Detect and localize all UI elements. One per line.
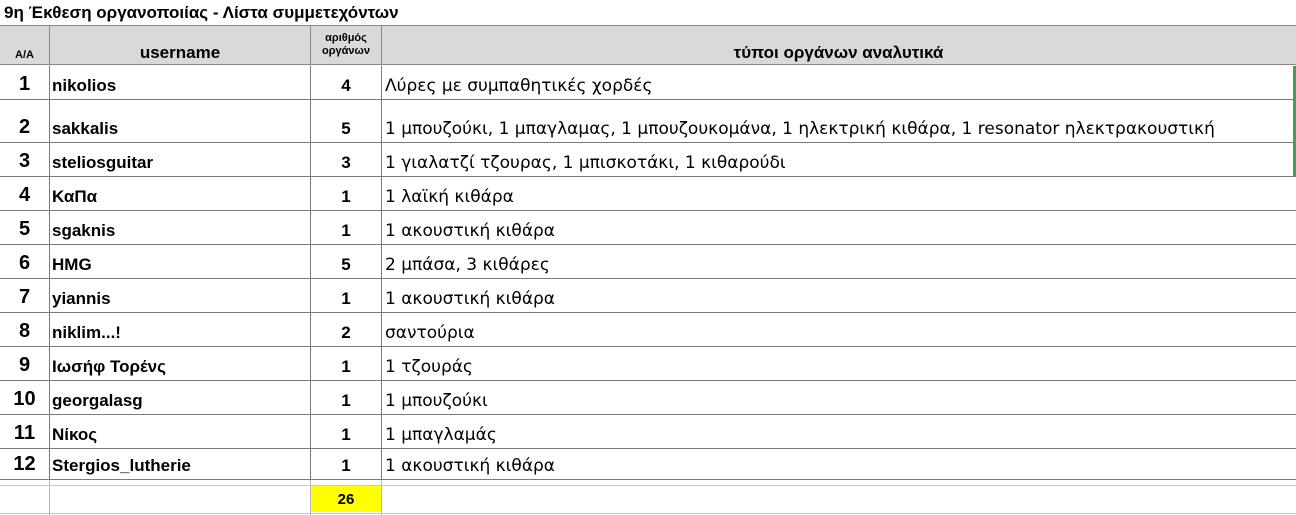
row-username[interactable]: HMG (52, 255, 92, 274)
table-header (0, 25, 1296, 65)
row-instrument-count[interactable]: 1 (341, 357, 351, 376)
row-instrument-types[interactable]: 1 ακουστική κιθάρα (385, 289, 556, 309)
row-instrument-types[interactable]: 1 γιαλατζί τζουρας, 1 μπισκοτάκι, 1 κιθαρούδι (385, 153, 786, 173)
row-username[interactable]: Νίκος (52, 425, 98, 444)
table-row (0, 100, 1296, 142)
table-row (0, 211, 1296, 244)
row-number[interactable]: 10 (13, 388, 36, 410)
row-instrument-count[interactable]: 5 (341, 255, 351, 274)
column-border (381, 66, 382, 480)
row-instrument-count[interactable]: 1 (341, 289, 351, 308)
grid-line (0, 485, 1296, 486)
row-instrument-types[interactable]: 1 ακουστική κιθάρα (385, 221, 556, 241)
row-number[interactable]: 9 (18, 354, 31, 376)
row-username[interactable]: nikolios (52, 76, 117, 95)
row-instrument-count[interactable]: 1 (341, 425, 351, 444)
header-instrument-count[interactable] (311, 26, 381, 64)
table-row (0, 313, 1296, 346)
grid-line (0, 513, 1296, 514)
table-row (0, 347, 1296, 380)
table-row (0, 415, 1296, 448)
row-number[interactable]: 6 (18, 252, 31, 274)
row-username[interactable]: steliosguitar (52, 153, 154, 172)
grid-line (381, 26, 382, 64)
grid-line (310, 26, 311, 64)
row-username[interactable]: Stergios_lutherie (52, 456, 191, 475)
row-instrument-count[interactable]: 2 (341, 323, 351, 342)
header-count-line2: οργάνων (322, 45, 370, 57)
table-row (0, 66, 1296, 99)
table-row (0, 381, 1296, 414)
table-row (0, 449, 1296, 479)
row-instrument-types[interactable]: 1 τζουράς (385, 357, 473, 377)
table-row (0, 177, 1296, 210)
row-instrument-count[interactable]: 3 (341, 153, 351, 172)
row-username[interactable]: georgalasg (52, 391, 143, 410)
row-number[interactable]: 3 (18, 150, 31, 172)
row-number[interactable]: 2 (18, 116, 31, 138)
row-instrument-types[interactable]: 1 μπουζούκι (385, 391, 488, 411)
row-instrument-count[interactable]: 1 (341, 391, 351, 410)
row-border (0, 479, 1296, 480)
table-row (0, 143, 1296, 176)
header-username[interactable]: username (139, 43, 221, 62)
column-border (310, 66, 311, 480)
row-instrument-types[interactable]: 2 μπάσα, 3 κιθάρες (385, 255, 550, 275)
row-number[interactable]: 4 (18, 184, 31, 206)
grid-line (49, 26, 50, 64)
row-username[interactable]: yiannis (52, 289, 111, 308)
row-instrument-count[interactable]: 4 (341, 76, 351, 95)
row-instrument-count[interactable]: 1 (341, 187, 351, 206)
sheet-title: 9η Έκθεση οργανοποιίας - Λίστα συμμετεχόντων (4, 3, 399, 22)
total-instruments-cell[interactable]: 26 (311, 486, 381, 512)
row-number[interactable]: 1 (18, 73, 31, 95)
row-instrument-types[interactable]: 1 ακουστική κιθάρα (385, 456, 556, 476)
row-username[interactable]: sakkalis (52, 119, 119, 138)
row-number[interactable]: 7 (18, 286, 31, 308)
row-username[interactable]: niklim...! (52, 323, 121, 342)
row-instrument-count[interactable]: 1 (341, 221, 351, 240)
row-number[interactable]: 5 (18, 218, 31, 240)
header-instrument-types[interactable]: τύποι οργάνων αναλυτικά (733, 43, 944, 62)
header-count-line1: αριθμός (325, 32, 367, 44)
row-username[interactable]: sgaknis (52, 221, 116, 240)
table-row (0, 245, 1296, 278)
row-username[interactable]: ΚαΠα (52, 187, 98, 206)
table-row (0, 279, 1296, 312)
row-instrument-count[interactable]: 5 (341, 119, 351, 138)
column-border (49, 66, 50, 480)
row-instrument-types[interactable]: σαντούρια (385, 323, 475, 343)
row-instrument-types[interactable]: 1 μπαγλαμάς (385, 425, 497, 445)
row-instrument-types[interactable]: 1 μπουζούκι, 1 μπαγλαμας, 1 μπουζουκομάνα, 1 ηλεκτρική κιθάρα, 1 resonator ηλεκτρακουστική (385, 119, 1215, 139)
header-aa[interactable]: Α/Α (15, 49, 34, 61)
row-username[interactable]: Ιωσήφ Τορένς (52, 357, 166, 376)
row-number[interactable]: 8 (18, 320, 31, 342)
row-instrument-types[interactable]: Λύρες με συμπαθητικές χορδές (385, 76, 653, 96)
row-instrument-types[interactable]: 1 λαϊκή κιθάρα (385, 187, 514, 207)
row-instrument-count[interactable]: 1 (341, 456, 351, 475)
row-number[interactable]: 11 (13, 422, 36, 444)
row-number[interactable]: 12 (13, 453, 36, 475)
